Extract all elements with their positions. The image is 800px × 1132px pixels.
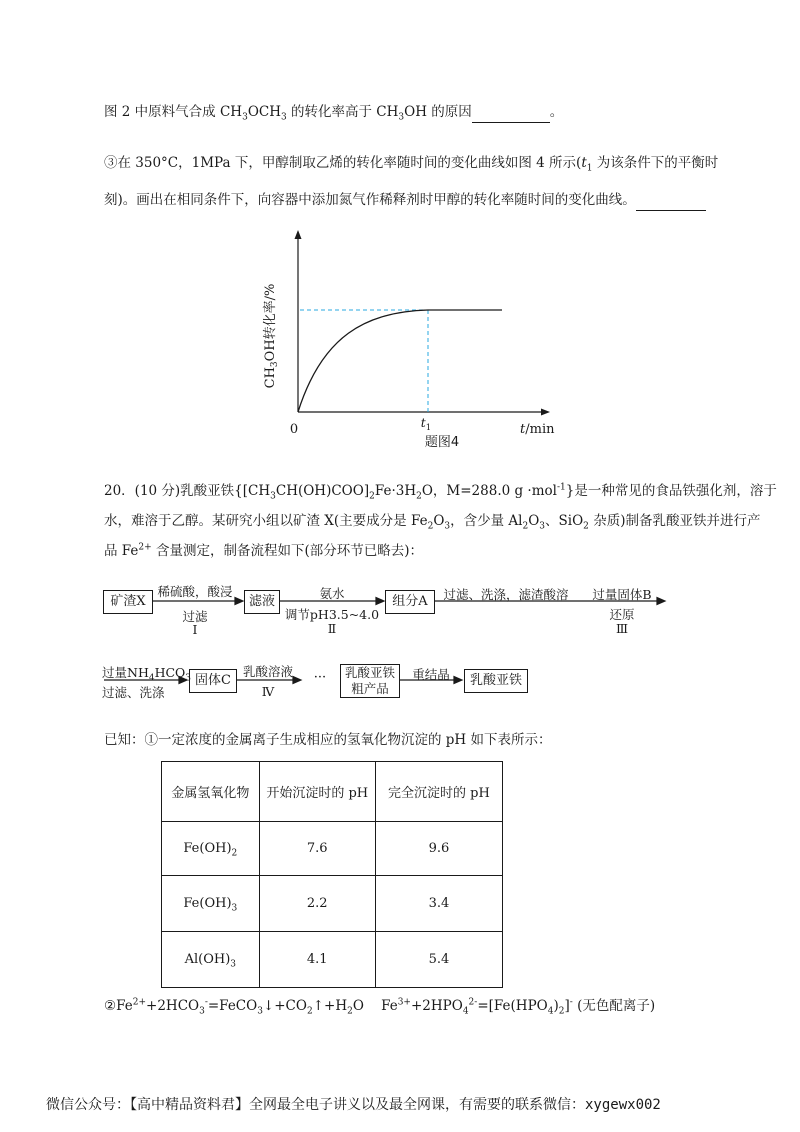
- table-cell-start-ph: 4.1: [259, 932, 375, 988]
- known-line1: 已知：①一定浓度的金属离子生成相应的氢氧化物沉淀的 pH 如下表所示：: [104, 732, 552, 748]
- flow-box-ore-x: 矿渣X: [103, 590, 153, 614]
- table-cell-hydroxide: $Fe(OH)_2$: [162, 822, 260, 876]
- table-cell-start-ph: 7.6: [259, 822, 375, 876]
- flow-box-filtrate: 滤液: [244, 590, 280, 614]
- arrow6-top-label: 重结晶: [412, 667, 450, 682]
- answer-blank: [472, 102, 550, 123]
- flow-box-component-a: 组分A: [385, 590, 435, 614]
- answer-blank: [636, 190, 706, 211]
- table-row: [162, 932, 503, 988]
- arrow1-bottom-label: 过滤: [182, 609, 208, 624]
- arrow1-step-label: Ⅰ: [192, 622, 198, 637]
- arrow2-top-label: 氨水: [319, 586, 345, 601]
- q19-line1: 图 2 中原料气合成 $CH_3OCH_3$ 的转化率高于 $CH_3OH$ 的原因 。: [104, 104, 564, 123]
- origin-label: 0: [289, 422, 299, 437]
- flow-box-crude-product: 乳酸亚铁 粗产品: [340, 664, 400, 698]
- arrow5-pre-top-label: 过量$NH_4HCO_3$: [102, 665, 192, 684]
- precipitation-ph-table: [161, 761, 503, 988]
- x-axis-arrow: [541, 409, 550, 416]
- q20-line1: 20．(10 分)乳酸亚铁{$[CH_3CH(OH)COO]_2Fe\cdot 3H_2O$，M=288.0 g ·mol$^{-1}$}是一种常见的食品铁强化剂，溶于: [104, 482, 777, 502]
- table-cell-end-ph: 9.6: [375, 822, 502, 876]
- table-cell-end-ph: 5.4: [375, 932, 502, 988]
- flow-box-final-product: 乳酸亚铁: [464, 669, 528, 693]
- q19-line3: 刻)。画出在相同条件下，向容器中添加氮气作稀释剂时甲醇的转化率随时间的变化曲线。: [104, 190, 706, 211]
- table-cell-hydroxide: $Al(OH)_3$: [162, 932, 260, 988]
- figure-caption: 题图4: [424, 435, 460, 450]
- table-row: [162, 876, 503, 932]
- arrow4-bottom-label: 还原: [609, 607, 635, 622]
- table-cell-hydroxide: $Fe(OH)_3$: [162, 876, 260, 932]
- table-header-cell: 开始沉淀时的 pH: [259, 762, 375, 822]
- table-cell-end-ph: 3.4: [375, 876, 502, 932]
- table-row: [162, 822, 503, 876]
- q20-line3: 品 $Fe^{2+}$ 含量测定，制备流程如下(部分环节已略去)：: [104, 542, 424, 559]
- known-line2-equations: $②Fe^{2+}+2HCO_3^-=FeCO_3↓+CO_2↑+H_2O$ $Fe^{3+}+2HPO_4^{2-}=[Fe(HPO_4)_2]^-$ (无色配离子): [104, 997, 656, 1017]
- arrow4-step-label: Ⅲ: [615, 621, 629, 636]
- q19-line2: ③在 350°C，1MPa 下，甲醇制取乙烯的转化率随时间的变化曲线如图 4 所示($t_1$ 为该条件下的平衡时: [104, 155, 719, 174]
- arrow2-step-label: Ⅱ: [327, 621, 337, 636]
- y-axis-label: $CH_3OH$转化率/%: [263, 283, 280, 389]
- table-header-row: [162, 762, 503, 822]
- conversion-curve: [298, 310, 502, 412]
- footer-watermark: 微信公众号：【高中精品资料君】全网最全电子讲义以及最全网课，有需要的联系微信：xygewx002: [46, 1097, 661, 1113]
- flow-ellipsis: ···: [313, 670, 327, 685]
- table-cell-start-ph: 2.2: [259, 876, 375, 932]
- table-header-cell: 完全沉淀时的 pH: [375, 762, 502, 822]
- arrow3-top-label: 过滤、洗涤，滤渣酸溶: [443, 587, 569, 602]
- t1-label: $t_1$: [420, 415, 432, 433]
- conversion-curve-figure: [260, 226, 560, 456]
- arrow1-top-label: 稀硫酸，酸浸: [157, 584, 233, 599]
- y-axis-arrow: [295, 230, 302, 239]
- arrow2-bottom-label: 调节pH3.5~4.0: [284, 607, 380, 622]
- flow-box-solid-c: 固体C: [189, 669, 237, 693]
- q20-line2: 水，难溶于乙醇。某研究小组以矿渣 X(主要成分是 $Fe_2O_3$，含少量 $Al_2O_3$、SiO$_2$ 杂质)制备乳酸亚铁并进行产: [104, 513, 761, 532]
- table-header-cell: 金属氢氧化物: [162, 762, 260, 822]
- arrow4-top-label: 过量固体B: [592, 587, 652, 602]
- arrow5-top-label: 乳酸溶液: [242, 664, 293, 679]
- arrow5-step-label: Ⅳ: [261, 684, 275, 699]
- x-axis-label: t/min: [520, 422, 555, 437]
- arrow5-pre-bottom-label: 过滤、洗涤: [102, 685, 165, 700]
